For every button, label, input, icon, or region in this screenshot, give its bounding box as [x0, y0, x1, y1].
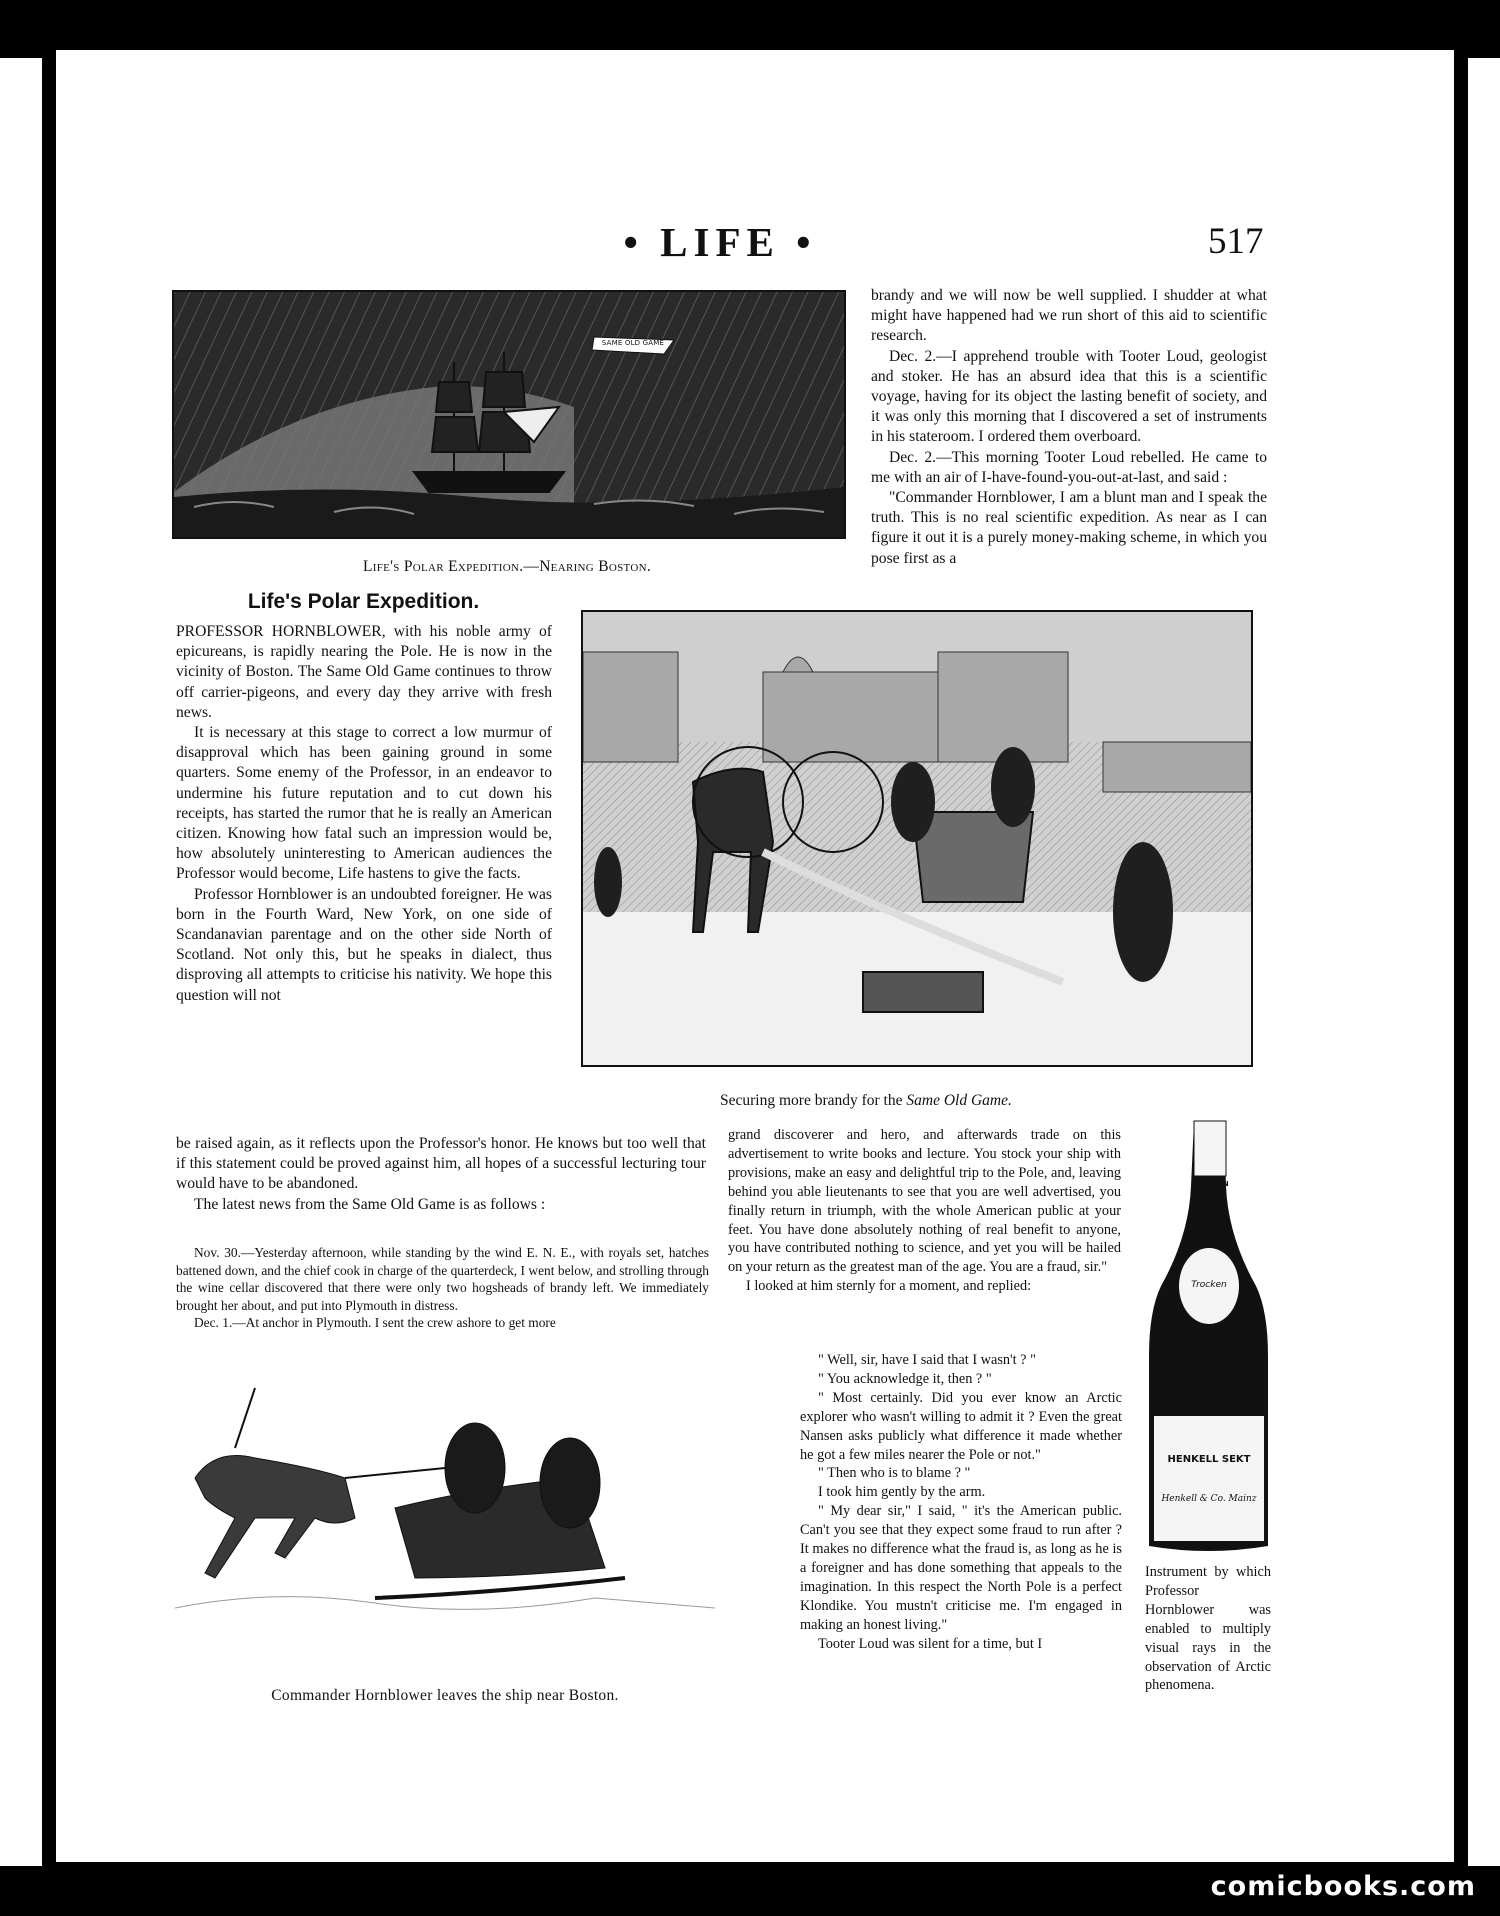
- lead-paragraph: PROFESSOR HORNBLOWER, with his noble army of epicureans, is rapidly nearing the Pole. He is now in the vicinity of Boston. The Same Old Game continues to throw off carrier-pigeons, and every day they arrive with fresh news.: [176, 623, 552, 721]
- article-column-middle: [728, 1126, 1121, 1296]
- cart-caption-title: Same Old Game.: [906, 1092, 1012, 1109]
- log-entry: Dec. 1.—At anchor in Plymouth. I sent the crew ashore to get more: [194, 1315, 556, 1331]
- bottle-caption: Instrument by which Professor Hornblower was enabled to multiply visual rays in the observation of Arctic phenomena.: [1145, 1564, 1271, 1694]
- sleigh-drawing: [175, 1368, 715, 1633]
- sleigh-illustration: [175, 1368, 715, 1633]
- dialogue: " You acknowledge it, then ? ": [818, 1370, 992, 1387]
- ship-flag-label: SAME OLD GAME: [601, 339, 665, 347]
- cart-drawing: [583, 612, 1251, 1065]
- article-column-top-right: [871, 286, 1267, 569]
- watermark: comicbooks.com: [1210, 1871, 1476, 1902]
- paragraph: brandy and we will now be well supplied. I shudder at what might have happened had we run short of this aid to scientific research.: [871, 287, 1267, 345]
- article-column-narrow: [800, 1351, 1122, 1654]
- ship-illustration: [172, 290, 846, 539]
- bottle-brand-label: HENKELL SEKT: [1167, 1454, 1251, 1465]
- paragraph: I looked at him sternly for a moment, and replied:: [746, 1278, 1032, 1295]
- bottle-neck-label: TROCKEN: [1191, 1180, 1229, 1188]
- ship-drawing: [174, 292, 844, 537]
- bottle-shoulder-label: Trocken: [1191, 1280, 1227, 1290]
- dialogue: " Then who is to blame ? ": [818, 1465, 971, 1482]
- log-entry: Dec. 2.—I apprehend trouble with Tooter Loud, geologist and stoker. He has an absurd idea that this is a scientific voyage, having for its object the lasting benefit of society, and it was only this morning that I discovered a set of instruments in his stateroom. I ordered them overboard.: [871, 347, 1267, 446]
- article-title: Life's Polar Expedition.: [247, 590, 480, 613]
- cart-caption: [720, 1092, 1012, 1110]
- dialogue: " My dear sir," I said, " it's the American public. Can't you see that they expect some fraud to run after ? It makes no difference what the fraud is, as long as he is a foreigner and has done something that appeals to the imagination. In this respect the North Pole is a perfect Klondike. You mustn't criticise me. I'm engaged in making an honest living.": [800, 1503, 1122, 1633]
- bottle-signature-label: Henkell & Co. Mainz: [1161, 1494, 1257, 1504]
- paragraph: It is necessary at this stage to correct a low murmur of disapproval which has been gaining ground in some quarters. Some enemy of the Professor, in an endeavor to undermine his future reputation and to cut down his receipts, has started the rumor that he is really an American citizen. Knowing how fatal such an impression would be, how absolutely uninteresting to American audiences the Professor would become, Life hastens to give the facts.: [176, 724, 552, 883]
- quote: grand discoverer and hero, and afterwards trade on this advertisement to write books and lecture. You stock your ship with provisions, make an easy and delightful trip to the Pole, and, leaving behind you able lieutenants to see that you are well advertised, you finally return in triumph, with the whole American public at your feet. You have done absolutely nothing of real benefit to anyone, you have contributed nothing to science, and yet you will be hailed on your return as the greatest man of the age. You are a fraud, sir.": [728, 1127, 1121, 1276]
- log-section: [176, 1244, 709, 1332]
- paragraph: be raised again, as it reflects upon the Professor's honor. He knows but too well that if this statement could be proved against him, all hopes of a successful lecturing tour would have to be abandoned.: [176, 1135, 706, 1193]
- right-page-edge: [1462, 58, 1500, 1866]
- champagne-bottle-ad: [1146, 1116, 1271, 1556]
- paragraph: Tooter Loud was silent for a time, but I: [818, 1635, 1043, 1652]
- masthead: • LIFE •: [623, 219, 817, 265]
- quote: "Commander Hornblower, I am a blunt man and I speak the truth. This is no real scientific expedition. As near as I can figure it out it is a purely money-making scheme, in which you pose first as a: [871, 489, 1267, 567]
- cart-caption-text: Securing more brandy for the: [720, 1092, 907, 1109]
- article-column-left: [176, 622, 552, 1006]
- paragraph: The latest news from the Same Old Game is as follows :: [194, 1195, 546, 1213]
- left-page-edge: [0, 58, 48, 1866]
- ship-caption: Life's Polar Expedition.—Nearing Boston.: [363, 558, 651, 575]
- sleigh-caption: Commander Hornblower leaves the ship near Boston.: [271, 1687, 619, 1704]
- dialogue: " Well, sir, have I said that I wasn't ? ": [818, 1352, 1036, 1368]
- brandy-cart-illustration: [581, 610, 1253, 1067]
- dialogue: " Most certainly. Did you ever know an Arctic explorer who wasn't willing to admit it ? Even the great Nansen asks publicly what difference it made whether he got a few miles nearer the Pole or not.": [800, 1389, 1122, 1463]
- log-entry: Dec. 2.—This morning Tooter Loud rebelled. He came to me with an air of I-have-found-you-out-at-last, and said :: [871, 448, 1267, 486]
- paragraph: Professor Hornblower is an undoubted foreigner. He was born in the Fourth Ward, New York, on one side of Scandanavian parentage and on the other side North of Scotland. Not only this, but he speaks in dialect, thus disproving all attempts to criticise his nativity. We hope this question will not: [176, 885, 552, 1004]
- article-wide-section: [176, 1134, 706, 1215]
- page-number: 517: [1208, 221, 1264, 262]
- log-entry: Nov. 30.—Yesterday afternoon, while standing by the wind E. N. E., with royals set, hatches battened down, and the chief cook in charge of the quarterdeck, I went below, and strolling through the wine cellar discovered that there were only two hogsheads of brandy left. We immediately brought her about, and put into Plymouth in distress.: [176, 1245, 709, 1313]
- paragraph: I took him gently by the arm.: [818, 1484, 986, 1501]
